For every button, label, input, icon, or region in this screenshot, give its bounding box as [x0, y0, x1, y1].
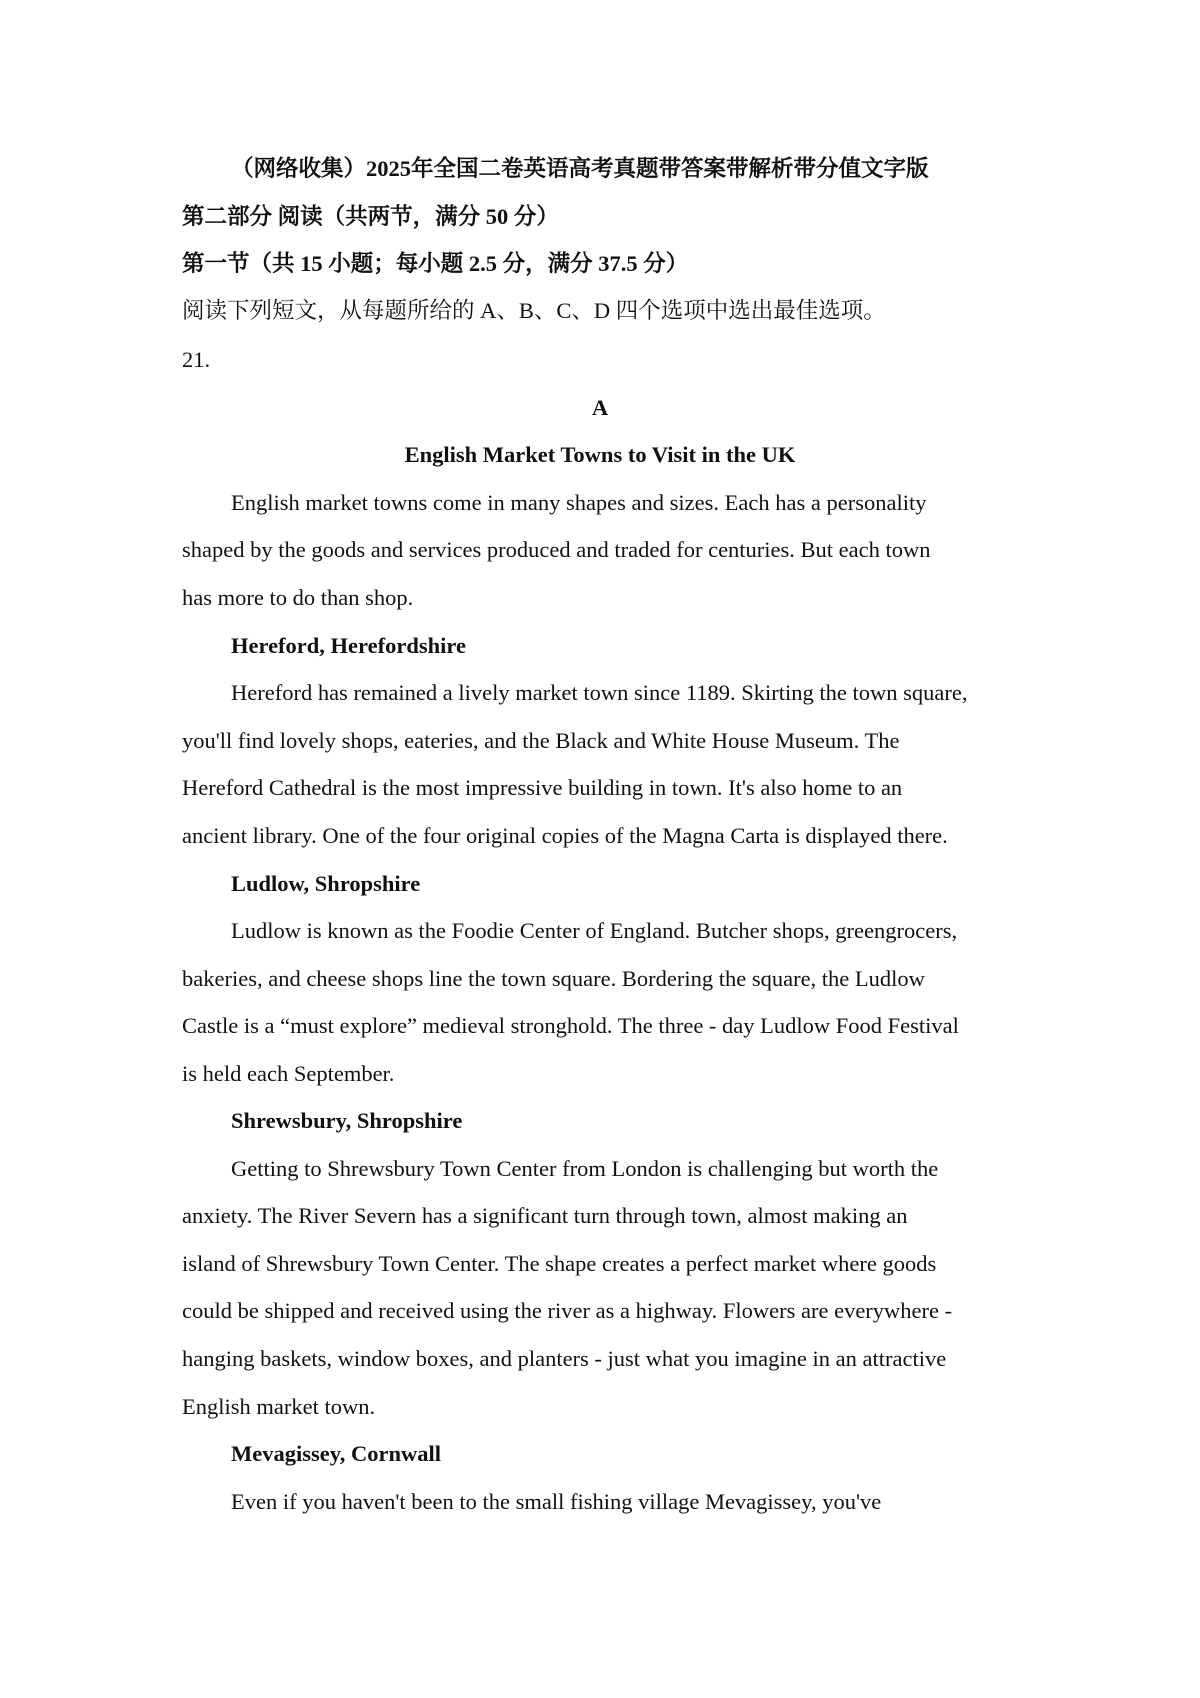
paragraph-line: could be shipped and received using the river as a highway. Flowers are everywhere -	[182, 1298, 953, 1323]
passage-label: A	[591, 395, 609, 420]
paragraph-line: Hereford has remained a lively market town since 1189. Skirting the town square,	[231, 680, 968, 705]
town-heading-ludlow: Ludlow, Shropshire	[231, 871, 421, 896]
paragraph-line: Even if you haven't been to the small fishing village Mevagissey, you've	[231, 1489, 882, 1514]
intro-line: shaped by the goods and services produced and traded for centuries. But each town	[182, 537, 931, 562]
section-heading: 第一节（共 15 小题；每小题 2.5 分，满分 37.5 分）	[182, 251, 689, 276]
paragraph-line: Castle is a “must explore” medieval stronghold. The three - day Ludlow Food Festival	[182, 1013, 959, 1038]
town-heading-shrewsbury: Shrewsbury, Shropshire	[231, 1108, 463, 1133]
paragraph-line: ancient library. One of the four original copies of the Magna Carta is displayed there.	[182, 823, 948, 848]
part-heading: 第二部分 阅读（共两节，满分 50 分）	[182, 204, 559, 229]
question-number: 21.	[182, 347, 211, 372]
paragraph-line: Getting to Shrewsbury Town Center from London is challenging but worth the	[231, 1156, 939, 1181]
paragraph-line: you'll find lovely shops, eateries, and the Black and White House Museum. The	[182, 728, 900, 753]
instruction-text: 阅读下列短文，从每题所给的 A、B、C、D 四个选项中选出最佳选项。	[182, 298, 886, 323]
paragraph-line: Ludlow is known as the Foodie Center of England. Butcher shops, greengrocers,	[231, 918, 958, 943]
paragraph-line: island of Shrewsbury Town Center. The shape creates a perfect market where goods	[182, 1251, 937, 1276]
town-heading-hereford: Hereford, Herefordshire	[231, 633, 466, 658]
intro-line: has more to do than shop.	[182, 585, 414, 610]
paragraph-line: Hereford Cathedral is the most impressive building in town. It's also home to an	[182, 775, 903, 800]
intro-line: English market towns come in many shapes and sizes. Each has a personality	[231, 490, 927, 515]
paragraph-line: is held each September.	[182, 1061, 395, 1086]
town-heading-mevagissey: Mevagissey, Cornwall	[231, 1441, 441, 1466]
paragraph-line: hanging baskets, window boxes, and planters - just what you imagine in an attractive	[182, 1346, 947, 1371]
paragraph-line: bakeries, and cheese shops line the town square. Bordering the square, the Ludlow	[182, 966, 925, 991]
document-title: （网络收集）2025年全国二卷英语高考真题带答案带解析带分值文字版	[231, 156, 929, 181]
paragraph-line: anxiety. The River Severn has a significant turn through town, almost making an	[182, 1203, 908, 1228]
paragraph-line: English market town.	[182, 1394, 376, 1419]
passage-title: English Market Towns to Visit in the UK	[404, 442, 796, 467]
